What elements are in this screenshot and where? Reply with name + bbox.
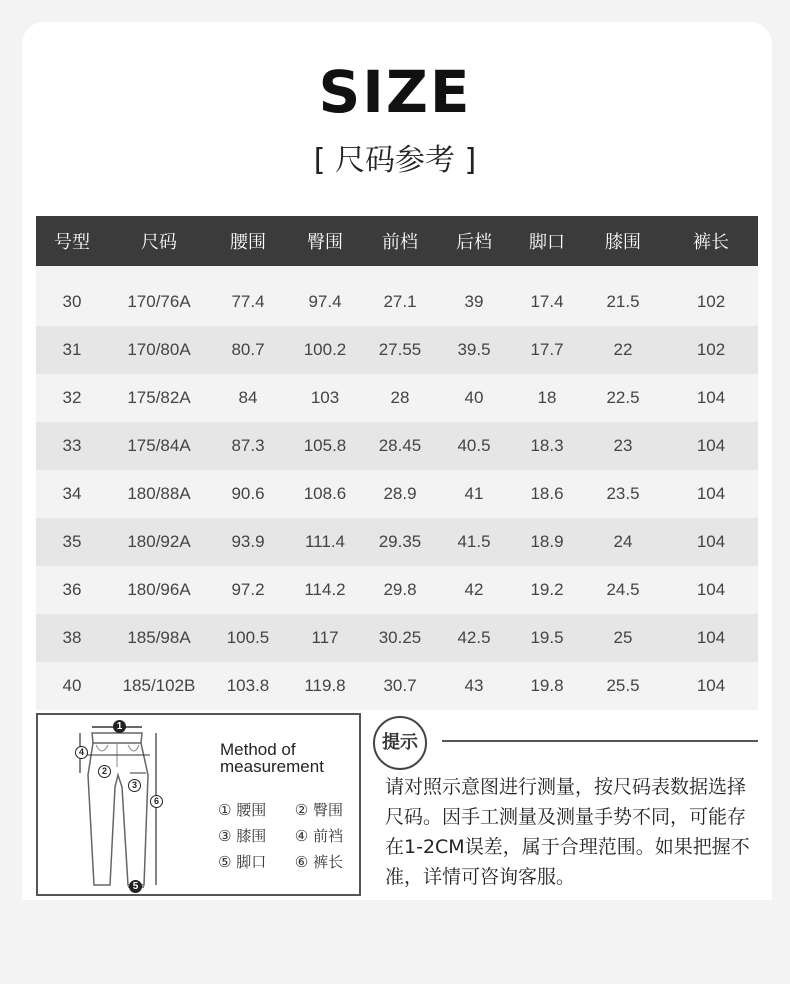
table-row <box>36 278 758 326</box>
table-cell: 18 <box>512 374 582 422</box>
table-cell: 35 <box>36 518 108 566</box>
table-cell: 119.8 <box>286 662 364 710</box>
table-cell: 84 <box>210 374 286 422</box>
table-cell: 42.5 <box>436 614 512 662</box>
size-table-body <box>36 266 758 710</box>
legend-row <box>218 823 367 849</box>
table-cell: 19.5 <box>512 614 582 662</box>
table-cell: 22 <box>582 326 664 374</box>
table-cell: 170/76A <box>108 278 210 326</box>
table-cell: 27.1 <box>364 278 436 326</box>
table-cell: 175/82A <box>108 374 210 422</box>
marker-4-icon: 4 <box>75 746 88 759</box>
legend-item: ② 臀围 <box>294 801 343 819</box>
marker-1-icon: 1 <box>113 720 126 733</box>
header-cell: 腰围 <box>210 216 286 266</box>
table-cell: 77.4 <box>210 278 286 326</box>
table-cell: 90.6 <box>210 470 286 518</box>
method-heading-line2: measurement <box>220 757 324 776</box>
table-cell: 175/84A <box>108 422 210 470</box>
table-cell: 41 <box>436 470 512 518</box>
table-cell: 24.5 <box>582 566 664 614</box>
table-row <box>36 566 758 614</box>
header-cell: 裤长 <box>664 216 758 266</box>
table-cell: 17.4 <box>512 278 582 326</box>
table-cell: 108.6 <box>286 470 364 518</box>
page-title: SIZE <box>318 58 472 126</box>
tip-text: 请对照示意图进行测量，按尺码表数据选择尺码。因手工测量及测量手势不同，可能存在1-2CM误差，属于合理范围。如果把握不准，详情可咨询客服。 <box>385 776 750 888</box>
table-cell: 180/92A <box>108 518 210 566</box>
table-cell: 17.7 <box>512 326 582 374</box>
table-cell: 28 <box>364 374 436 422</box>
table-cell: 18.6 <box>512 470 582 518</box>
table-cell: 40.5 <box>436 422 512 470</box>
header-cell: 前档 <box>364 216 436 266</box>
table-cell: 24 <box>582 518 664 566</box>
header-cell: 尺码 <box>108 216 210 266</box>
table-cell: 170/80A <box>108 326 210 374</box>
table-cell: 100.5 <box>210 614 286 662</box>
marker-5-icon: 5 <box>129 880 142 893</box>
table-row <box>36 470 758 518</box>
table-cell: 111.4 <box>286 518 364 566</box>
table-cell: 40 <box>436 374 512 422</box>
tip-badge: 提示 <box>373 716 427 770</box>
table-cell: 21.5 <box>582 278 664 326</box>
table-cell: 36 <box>36 566 108 614</box>
marker-2-icon: 2 <box>98 765 111 778</box>
table-cell: 18.3 <box>512 422 582 470</box>
table-cell: 103.8 <box>210 662 286 710</box>
table-cell: 28.9 <box>364 470 436 518</box>
table-row <box>36 422 758 470</box>
header-cell: 臀围 <box>286 216 364 266</box>
table-cell: 38 <box>36 614 108 662</box>
table-cell: 41.5 <box>436 518 512 566</box>
table-cell: 104 <box>664 662 758 710</box>
table-cell: 30 <box>36 278 108 326</box>
table-cell: 25.5 <box>582 662 664 710</box>
table-cell: 104 <box>664 422 758 470</box>
marker-6-icon: 6 <box>150 795 163 808</box>
table-cell: 180/88A <box>108 470 210 518</box>
table-spacer <box>36 266 758 278</box>
table-row <box>36 518 758 566</box>
table-cell: 30.7 <box>364 662 436 710</box>
table-cell: 87.3 <box>210 422 286 470</box>
table-cell: 32 <box>36 374 108 422</box>
table-cell: 117 <box>286 614 364 662</box>
table-cell: 29.35 <box>364 518 436 566</box>
table-cell: 22.5 <box>582 374 664 422</box>
table-cell: 100.2 <box>286 326 364 374</box>
measurement-diagram <box>36 713 361 896</box>
table-cell: 27.55 <box>364 326 436 374</box>
method-heading-line1: Method of <box>220 740 296 759</box>
header-cell: 脚口 <box>512 216 582 266</box>
table-cell: 19.2 <box>512 566 582 614</box>
table-cell: 97.2 <box>210 566 286 614</box>
tip-divider <box>442 740 758 742</box>
header-cell: 后档 <box>436 216 512 266</box>
table-cell: 42 <box>436 566 512 614</box>
table-cell: 39 <box>436 278 512 326</box>
spacer-cell <box>36 266 758 278</box>
measurement-legend <box>218 797 367 875</box>
table-cell: 31 <box>36 326 108 374</box>
table-cell: 43 <box>436 662 512 710</box>
table-row <box>36 614 758 662</box>
size-table <box>36 216 758 710</box>
table-cell: 93.9 <box>210 518 286 566</box>
table-cell: 97.4 <box>286 278 364 326</box>
table-cell: 34 <box>36 470 108 518</box>
legend-item: ⑤ 脚口 <box>218 853 267 871</box>
table-cell: 33 <box>36 422 108 470</box>
table-cell: 39.5 <box>436 326 512 374</box>
table-cell: 185/102B <box>108 662 210 710</box>
legend-row <box>218 849 367 875</box>
table-cell: 19.8 <box>512 662 582 710</box>
method-heading <box>220 741 324 775</box>
table-cell: 104 <box>664 470 758 518</box>
table-cell: 80.7 <box>210 326 286 374</box>
table-cell: 180/96A <box>108 566 210 614</box>
table-cell: 102 <box>664 326 758 374</box>
table-cell: 23.5 <box>582 470 664 518</box>
table-cell: 30.25 <box>364 614 436 662</box>
table-cell: 18.9 <box>512 518 582 566</box>
legend-item: ⑥ 裤长 <box>294 853 343 871</box>
table-cell: 105.8 <box>286 422 364 470</box>
table-cell: 29.8 <box>364 566 436 614</box>
table-row <box>36 662 758 710</box>
table-cell: 28.45 <box>364 422 436 470</box>
legend-item: ③ 膝围 <box>218 827 267 845</box>
table-cell: 103 <box>286 374 364 422</box>
header-cell: 膝围 <box>582 216 664 266</box>
marker-3-icon: 3 <box>128 779 141 792</box>
table-cell: 102 <box>664 278 758 326</box>
table-row <box>36 326 758 374</box>
table-cell: 104 <box>664 374 758 422</box>
legend-row <box>218 797 367 823</box>
legend-item: ④ 前裆 <box>294 827 343 845</box>
table-cell: 104 <box>664 518 758 566</box>
table-cell: 25 <box>582 614 664 662</box>
table-row <box>36 374 758 422</box>
table-cell: 23 <box>582 422 664 470</box>
table-cell: 104 <box>664 614 758 662</box>
size-table-header <box>36 216 758 266</box>
table-cell: 104 <box>664 566 758 614</box>
table-cell: 40 <box>36 662 108 710</box>
table-cell: 185/98A <box>108 614 210 662</box>
page-subtitle: [ 尺码参考 ] <box>313 143 477 178</box>
header-cell: 号型 <box>36 216 108 266</box>
table-cell: 114.2 <box>286 566 364 614</box>
legend-item: ① 腰围 <box>218 801 267 819</box>
